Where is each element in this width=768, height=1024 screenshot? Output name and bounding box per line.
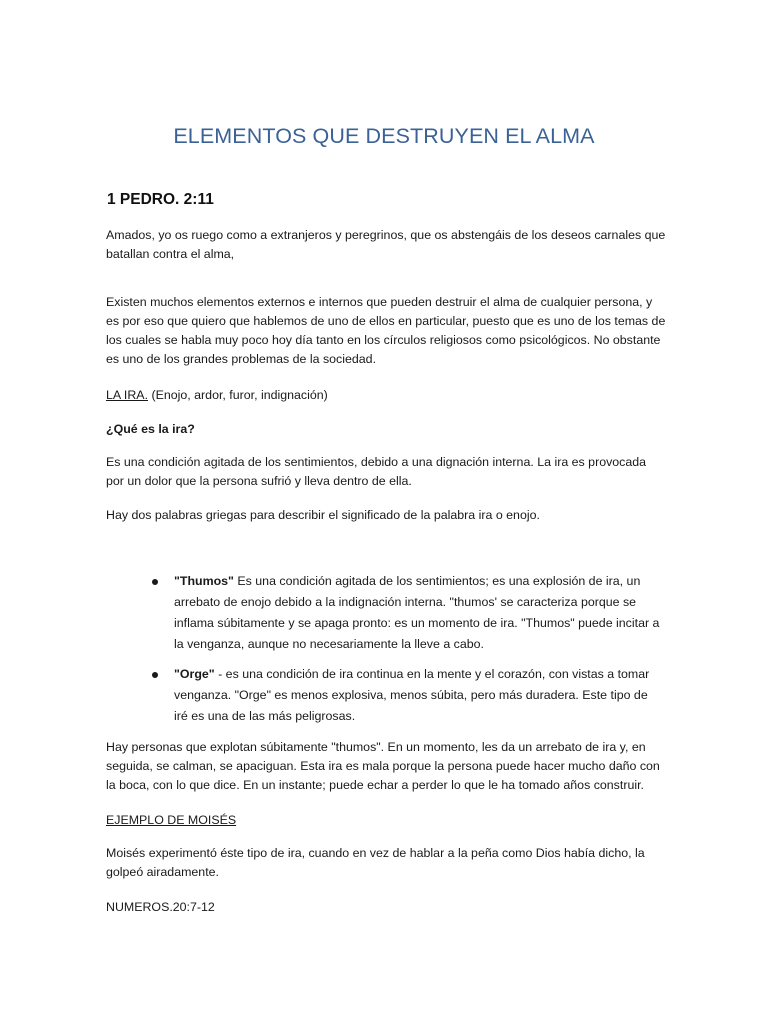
term-orge: "Orge" [174, 667, 215, 681]
thumos-paragraph: Hay personas que explotan súbitamente "thumos". En un momento, les da un arrebato de ira y, en seguida, se calman, se apaciguan. Esta ira es mala porque la persona puede hacer mucho daño con la boca, con lo que dice. En un instante; puede echar a perder lo que le ha tomado años construir. [106, 740, 660, 792]
verse-text: Amados, yo os ruego como a extranjeros y peregrinos, que os abstengáis de los deseos carnales que batallan contra el alma, [106, 228, 666, 261]
question-heading: ¿Qué es la ira? [106, 422, 195, 436]
ira-line [106, 386, 666, 405]
moses-paragraph: Moisés experimentó éste tipo de ira, cuando en vez de hablar a la peña como Dios había dicho, la golpeó airadamente. [106, 846, 645, 879]
greek-words-intro: Hay dos palabras griegas para describir el significado de la palabra ira o enojo. [106, 508, 540, 522]
scripture-reference: NUMEROS.20:7-12 [106, 900, 215, 914]
document-title: ELEMENTOS QUE DESTRUYEN EL ALMA [173, 124, 595, 148]
bullet-icon [152, 672, 158, 678]
verse-heading: 1 PEDRO. 2:11 [107, 191, 214, 208]
bullet-icon [152, 579, 158, 585]
ira-label: LA IRA. [106, 388, 149, 402]
thumos-definition: Es una condición agitada de los sentimientos; es una explosión de ira, un arrebato de enojo debido a la indignación interna. "thumos' se caracteriza porque se inflama súbitamente y se apaga pronto: es un momento de ira. "Thumos" puede incitar a la venganza, aunque no necesariamente la lleve a cabo. [174, 574, 660, 651]
term-thumos: "Thumos" [174, 574, 234, 588]
definition-paragraph: Es una condición agitada de los sentimientos, debido a una dignación interna. La ira es provocada por un dolor que la persona sufrió y lleva dentro de ella. [106, 455, 647, 488]
ira-synonyms: (Enojo, ardor, furor, indignación) [148, 388, 328, 402]
example-heading: EJEMPLO DE MOISÉS [106, 813, 237, 827]
intro-paragraph: Existen muchos elementos externos e internos que pueden destruir el alma de cualquier persona, y es por eso que quiero que hablemos de uno de ellos en particular, puesto que es uno de los temas de los cuales se habla muy poco hoy día tanto en los círculos religiosos como psicológicos. No obstante es uno de los grandes problemas de la sociedad. [106, 295, 666, 366]
list-item-thumos [174, 571, 664, 655]
list-item-orge [174, 664, 664, 727]
orge-definition: - es una condición de ira continua en la mente y el corazón, con vistas a tomar venganza. "Orge" es menos explosiva, menos súbita, pero más duradera. Este tipo de iré es una de las más peligrosas. [174, 667, 650, 723]
